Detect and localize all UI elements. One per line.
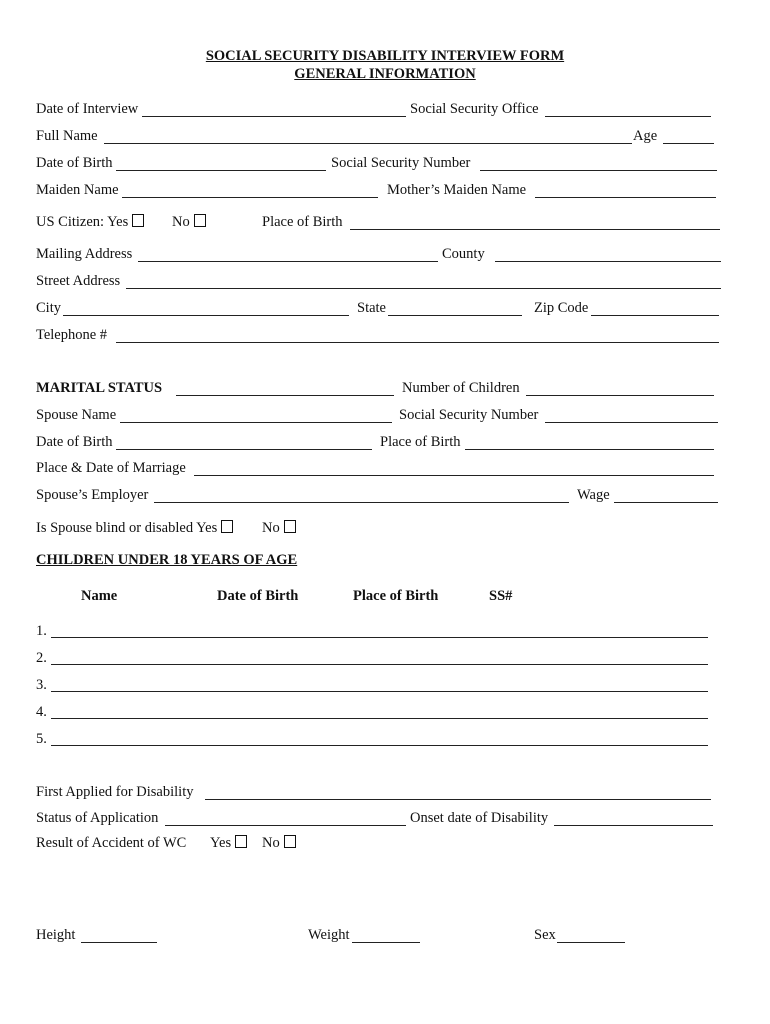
col-dob: Date of Birth (217, 588, 299, 604)
child-row-2-field[interactable] (51, 664, 708, 665)
status-label: Status of Application (36, 810, 159, 826)
accident-yes-label: Yes (210, 835, 247, 851)
children-heading: CHILDREN UNDER 18 YEARS OF AGE (36, 552, 298, 568)
spouse-employer-field[interactable] (154, 502, 569, 503)
child-row-5-num: 5. (36, 731, 47, 747)
child-row-3-num: 3. (36, 677, 47, 693)
county-label: County (442, 246, 485, 262)
child-row-3-field[interactable] (51, 691, 708, 692)
child-row-1-field[interactable] (51, 637, 708, 638)
spouse-blind-label: Is Spouse blind or disabled Yes (36, 520, 233, 536)
spouse-name-field[interactable] (120, 422, 392, 423)
accident-no-checkbox[interactable] (284, 835, 296, 848)
spouse-blind-no-label: No (262, 520, 296, 536)
mothers-maiden-label: Mother’s Maiden Name (387, 182, 527, 198)
accident-yes-checkbox[interactable] (235, 835, 247, 848)
form-subtitle: GENERAL INFORMATION (294, 66, 476, 82)
spouse-dob-label: Date of Birth (36, 434, 113, 450)
child-row-1-num: 1. (36, 623, 47, 639)
first-applied-label: First Applied for Disability (36, 784, 194, 800)
telephone-field[interactable] (116, 342, 719, 343)
age-label: Age (633, 128, 658, 144)
marriage-field[interactable] (194, 475, 714, 476)
marriage-label: Place & Date of Marriage (36, 460, 186, 476)
spouse-pob-label: Place of Birth (380, 434, 461, 450)
weight-field[interactable] (352, 942, 420, 943)
age-field[interactable] (663, 143, 714, 144)
col-pob: Place of Birth (353, 588, 439, 604)
spouse-name-label: Spouse Name (36, 407, 117, 423)
marital-status-heading: MARITAL STATUS (36, 380, 163, 396)
num-children-label: Number of Children (402, 380, 520, 396)
place-of-birth-field[interactable] (350, 229, 720, 230)
spouse-dob-field[interactable] (116, 449, 372, 450)
form-title: SOCIAL SECURITY DISABILITY INTERVIEW FORM (205, 48, 565, 64)
onset-label: Onset date of Disability (410, 810, 549, 826)
telephone-label: Telephone # (36, 327, 108, 343)
ssn-label: Social Security Number (331, 155, 471, 171)
accident-no-label: No (262, 835, 296, 851)
first-applied-field[interactable] (205, 799, 711, 800)
street-address-label: Street Address (36, 273, 121, 289)
wage-field[interactable] (614, 502, 718, 503)
zip-label: Zip Code (534, 300, 589, 316)
spouse-ssn-label: Social Security Number (399, 407, 539, 423)
state-label: State (357, 300, 386, 316)
weight-label: Weight (308, 927, 350, 943)
col-ssn: SS# (489, 588, 513, 604)
citizen-no-label: No (172, 214, 206, 230)
full-name-label: Full Name (36, 128, 98, 144)
street-address-field[interactable] (126, 288, 721, 289)
date-of-interview-field[interactable] (142, 116, 406, 117)
height-label: Height (36, 927, 76, 943)
num-children-field[interactable] (526, 395, 714, 396)
full-name-field[interactable] (104, 143, 632, 144)
height-field[interactable] (81, 942, 157, 943)
spouse-ssn-field[interactable] (545, 422, 718, 423)
ssn-field[interactable] (480, 170, 717, 171)
citizen-no-checkbox[interactable] (194, 214, 206, 227)
col-name: Name (81, 588, 118, 604)
maiden-name-label: Maiden Name (36, 182, 119, 198)
state-field[interactable] (388, 315, 522, 316)
zip-field[interactable] (591, 315, 719, 316)
dob-field[interactable] (116, 170, 326, 171)
child-row-2-num: 2. (36, 650, 47, 666)
spouse-pob-field[interactable] (465, 449, 714, 450)
mothers-maiden-field[interactable] (535, 197, 716, 198)
child-row-5-field[interactable] (51, 745, 708, 746)
onset-field[interactable] (554, 825, 713, 826)
status-field[interactable] (165, 825, 406, 826)
ss-office-field[interactable] (545, 116, 711, 117)
dob-label: Date of Birth (36, 155, 113, 171)
citizen-yes-checkbox[interactable] (132, 214, 144, 227)
mailing-address-field[interactable] (138, 261, 438, 262)
city-field[interactable] (63, 315, 349, 316)
us-citizen-label: US Citizen: Yes (36, 214, 144, 230)
ss-office-label: Social Security Office (410, 101, 539, 117)
maiden-name-field[interactable] (122, 197, 378, 198)
accident-label: Result of Accident of WC (36, 835, 187, 851)
city-label: City (36, 300, 61, 316)
sex-field[interactable] (557, 942, 625, 943)
spouse-employer-label: Spouse’s Employer (36, 487, 149, 503)
mailing-address-label: Mailing Address (36, 246, 133, 262)
wage-label: Wage (577, 487, 610, 503)
child-row-4-field[interactable] (51, 718, 708, 719)
date-of-interview-label: Date of Interview (36, 101, 139, 117)
county-field[interactable] (495, 261, 721, 262)
place-of-birth-label: Place of Birth (262, 214, 343, 230)
marital-status-field[interactable] (176, 395, 394, 396)
child-row-4-num: 4. (36, 704, 47, 720)
spouse-blind-no-checkbox[interactable] (284, 520, 296, 533)
sex-label: Sex (534, 927, 556, 943)
spouse-blind-yes-checkbox[interactable] (221, 520, 233, 533)
